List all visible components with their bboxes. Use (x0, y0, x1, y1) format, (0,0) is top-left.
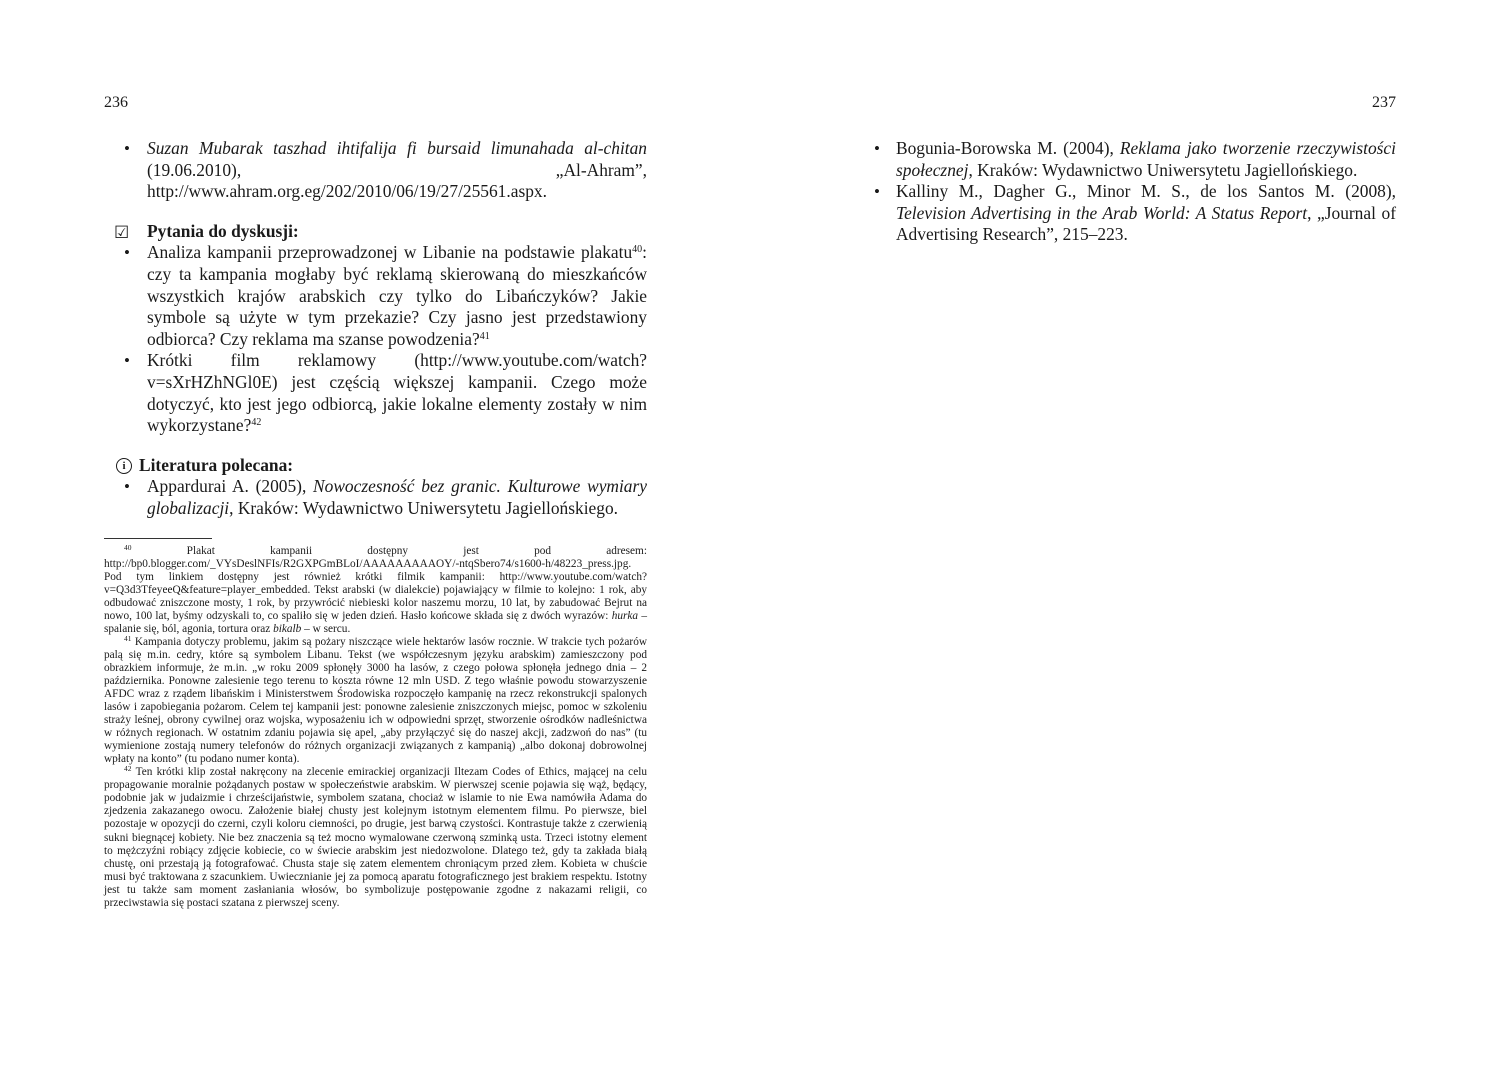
footnote-42 (104, 766, 647, 910)
question-item (104, 350, 647, 436)
footnote-ref[interactable]: 40 (632, 244, 643, 256)
literature-title: Nowoczesność bez granic. Kulturowe wymiary globalizacji (147, 476, 647, 518)
footnote-divider (104, 538, 212, 539)
footnote-text: Plakat kampanii dostępny jest pod adresem: http://bp0.blogger.com/_VYsDeslNFIs/R2GXPGmBLoI/AAAAAAAAAOY/-ntqSbero74/s1600-h/48223_press.jpg. Pod tym linkiem dostępny jest również krótki filmik kampanii: http://www.youtube.com/watch?v=Q3d3TfeyeeQ&feature=player_embedded. Tekst arabski (w dialekcie) pojawiający w filmie to kolejno: 1 rok, aby odbudować zniszczone mosty, 1 rok, by przywrócić niebieski kolor naszemu morzu, 10 lat, by zabudować Bejrut na nowo, 100 lat, byśmy odzyskali to, co spaliło się w jeden dzień. Hasło końcowe składa się z dwóch wyrazów: (104, 544, 647, 622)
page-number-right: 237 (1372, 94, 1396, 111)
footnote-ref[interactable]: 42 (251, 417, 262, 429)
literature-item (872, 181, 1396, 246)
source-item (104, 138, 647, 203)
footnote-text: hurka (611, 609, 639, 622)
footnote-ref[interactable]: 41 (479, 330, 490, 342)
literature-author: Kalliny M., Dagher G., Minor M. S., de los Santos M. (2008), (896, 181, 1396, 202)
literature-author: Appardurai A. (2005), (147, 476, 314, 497)
literature-publisher: , Kraków: Wydawnictwo Uniwersytetu Jagiellońskiego. (229, 497, 619, 518)
footnote-text: bikalb (273, 622, 302, 635)
literature-list (104, 476, 647, 519)
footnote-40 (104, 542, 647, 636)
info-circle-icon: i (116, 458, 132, 474)
checkbox-checked-icon: ☑ (114, 222, 130, 242)
footnote-number: 40 (124, 542, 132, 552)
question-item (104, 242, 647, 350)
literature-publisher: , Kraków: Wydawnictwo Uniwersytetu Jagiellońskiego. (968, 159, 1358, 180)
questions-list (104, 242, 647, 436)
question-text-cont: : czy ta kampania mogłaby być reklamą skierowaną do mieszkańców wszystkich krajów arabskich czy tylko do Libańczyków? Jakie symbole są użyte w tym przekazie? Czy jasno jest przedstawiony odbiorca? Czy reklama ma szanse powodzenia? (147, 242, 647, 349)
questions-heading (104, 221, 647, 243)
footnote-number: 42 (124, 764, 132, 774)
literature-item (872, 138, 1396, 181)
page-number-left: 236 (104, 94, 128, 111)
source-list (104, 138, 647, 203)
literature-title: Television Advertising in the Arab World: A Status Report (896, 202, 1308, 223)
footnote-text: – spalanie się, ból, agonia, tortura oraz (104, 609, 647, 635)
literature-author: Bogunia-Borowska M. (2004), (896, 138, 1120, 158)
question-text: Analiza kampanii przeprowadzonej w Libanie na podstawie plakatu (147, 242, 633, 263)
questions-heading-text: Pytania do dyskusji: (147, 220, 299, 241)
right-page-body (872, 138, 1396, 246)
footnote-text: – w sercu. (301, 622, 351, 635)
footnotes (104, 542, 647, 910)
source-title: Suzan Mubarak taszhad ihtifalija fi bursaid limunahada al-chitan (147, 138, 647, 158)
literature-publisher: , „Journal of Advertising Research”, 215–223. (896, 202, 1396, 245)
left-page-body (104, 138, 647, 910)
literature-item (104, 476, 647, 519)
literature-list-continued (872, 138, 1396, 246)
footnote-number: 41 (124, 633, 132, 643)
footnote-text: Kampania dotyczy problemu, jakim są pożary niszczące wiele hektarów lasów rocznie. W trakcie tych pożarów palą się m.in. cedry, które są symbolem Libanu. Tekst (we współczesnym języku arabskim) zamieszczony pod obrazkiem informuje, że m.in. „w roku 2009 spłonęły 3000 ha lasów, z czego połowa spłonęła jednego dnia – 2 października. Ponowne zalesienie tego terenu to koszta równe 12 mln USD. Z tego właśnie powodu stowarzyszenie AFDC wraz z rządem libańskim i Ministerstwem Środowiska rozpoczęło kampanię na rzecz rekonstrukcji spalonych lasów i zapobiegania pożarom. Celem tej kampanii jest: ponowne zalesienie zniszczonych miejsc, pomoc w szkoleniu straży leśnej, obrony cywilnej oraz wojska, wyposażeniu ich w odpowiedni sprzęt, stworzenie ośrodków nadleśnictwa w różnych regionach. W ostatnim zdaniu pojawia się apel, „aby przyłączyć się do naszej akcji, zadzwoń do nas” (tu wymienione zostają numery telefonów do różnych organizacji związanych z kampanią) „albo dokonaj dobrowolnej wpłaty na konto” (tu podano numer konta). (104, 635, 647, 766)
question-text: Krótki film reklamowy (http://www.youtube.com/watch?v=sXrHZhNGl0E) jest częścią większej kampanii. Czego może dotyczyć, kto jest jego odbiorcą, jakie lokalne elementy zostały w nim wykorzystane? (147, 350, 647, 436)
footnote-text: Ten krótki klip został nakręcony na zlecenie emirackiej organizacji Iltezam Codes of Ethics, mającej na celu propagowanie moralnie pożądanych postaw w społeczeństwie arabskim. W pierwszej scenie pojawia się wąż, będący, podobnie jak w judaizmie i chrześcijaństwie, symbolem szatana, chociaż w islamie to nie Ewa namówiła Adama do zjedzenia zakazanego owocu. Założenie białej chusty jest kolejnym istotnym elementem filmu. Po pierwsze, biel pozostaje w opozycji do czerni, czyli koloru ciemności, po drugie, jest barwą czystości. Kontrastuje także z czerwienią sukni biegnącej kobiety. Nie bez znaczenia są też mocno wymalowane czerwoną szminką usta. Trzeci istotny element to mężczyźni robiący zdjęcie kobiecie, co w świecie arabskim jest niedozwolone. Dlatego też, gdy ta zakłada białą chustę, oni przestają ją fotografować. Chusta staje się zatem elementem chroniącym przed złem. Kobieta w chuście musi być traktowana z szacunkiem. Uwiecznianie jej za pomocą aparatu fotograficznego jest brakiem respektu. Istotny jest tu także sam moment zasłaniania włosów, bo symbolizuje postępowanie zgodne z nakazami religii, co przeciwstawia się postaci szatana z pierwszej sceny. (104, 766, 647, 909)
literature-heading (104, 455, 647, 477)
footnote-41 (104, 633, 647, 766)
literature-heading-text: Literatura polecana: (139, 454, 294, 475)
literature-title: Reklama jako tworzenie rzeczywistości społecznej (896, 138, 1396, 180)
source-details: (19.06.2010), „Al-Ahram”, http://www.ahram.org.eg/202/2010/06/19/27/25561.aspx. (147, 159, 647, 202)
